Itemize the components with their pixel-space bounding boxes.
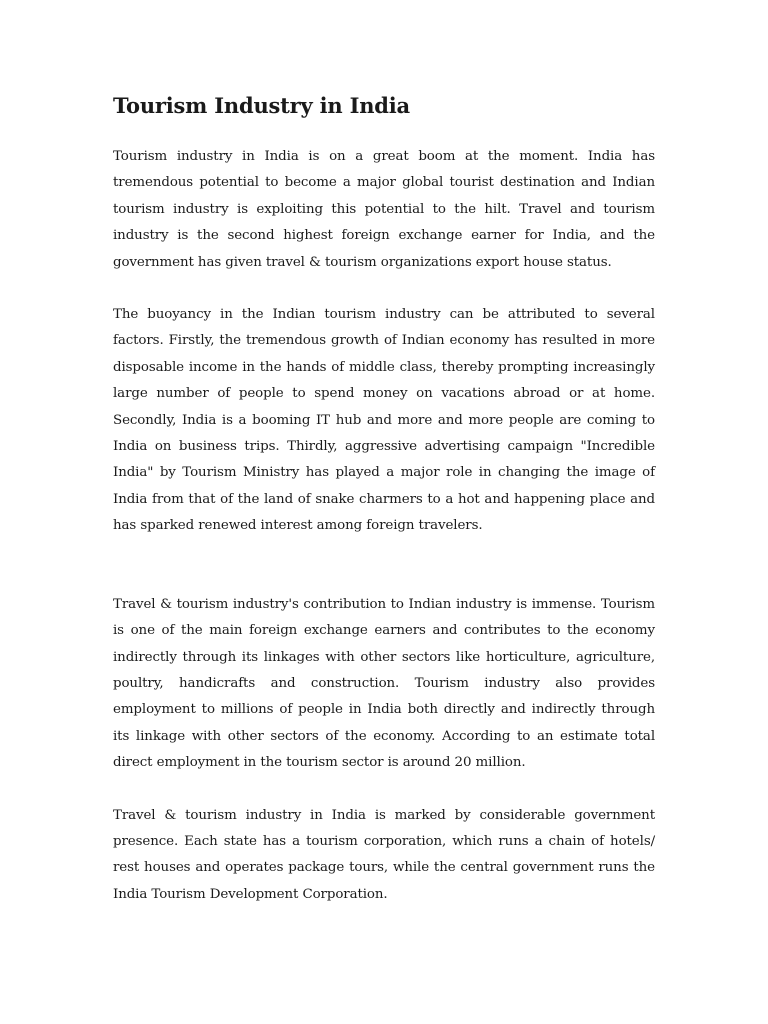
paragraph-intro: Tourism industry in India is on a great boom at the moment. India has tremendous potential to become a major global tourist destination and Indian tourism industry is exploiting this potential to the hilt. Travel and tourism industry is the second highest foreign exchange earner for India, and the government has given travel & tourism organizations export house status.	[113, 149, 655, 270]
paragraph-contribution: Travel & tourism industry's contribution to Indian industry is immense. Tourism is one of the main foreign exchange earners and contributes to the economy indirectly through its linkages with other sectors like horticulture, agriculture, poultry, handicrafts and construction. Tourism industry also provides employment to millions of people in India both directly and indirectly through its linkage with other sectors of the economy. According to an estimate total direct employment in the tourism sector is around 20 million.	[113, 596, 655, 771]
paragraph-factors: The buoyancy in the Indian tourism industry can be attributed to several factors. Firstly, the tremendous growth of Indian economy has resulted in more disposable income in the hands of middle class, thereby prompting increasingly large number of people to spend money on vacations abroad or at home. Secondly, India is a booming IT hub and more and more people are coming to India on business trips. Thirdly, aggressive advertising campaign "Incredible India" by Tourism Ministry has played a major role in changing the image of India from that of the land of snake charmers to a hot and happening place and has sparked renewed interest among foreign travelers.	[113, 307, 655, 534]
document-title: Tourism Industry in India	[113, 93, 410, 118]
document-page	[113, 91, 655, 908]
paragraph-government: Travel & tourism industry in India is marked by considerable government presence. Each state has a tourism corporation, which runs a chain of hotels/ rest houses and operates package tours, while the central government runs the India Tourism Development Corporation.	[113, 807, 655, 902]
